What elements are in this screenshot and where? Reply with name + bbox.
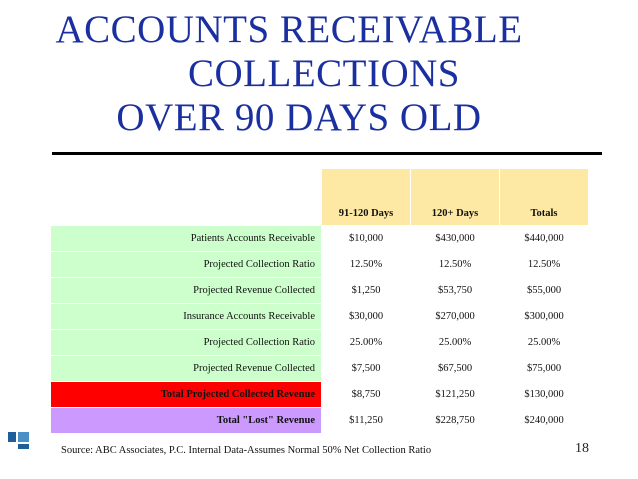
- table-row: [51, 278, 589, 304]
- column-header: Totals: [500, 169, 589, 226]
- table-cell: $8,750: [322, 382, 411, 408]
- table-cell: $67,500: [411, 356, 500, 382]
- table-cell: $53,750: [411, 278, 500, 304]
- receivables-table: [50, 168, 589, 434]
- table-cell: $10,000: [322, 226, 411, 252]
- table-cell: $430,000: [411, 226, 500, 252]
- row-label: Projected Revenue Collected: [51, 356, 322, 382]
- table-cell: $300,000: [500, 304, 589, 330]
- header-blank-cell: [51, 169, 322, 226]
- table-row-total-lost: [51, 408, 589, 434]
- table-row-total-collected: [51, 382, 589, 408]
- row-label: Projected Collection Ratio: [51, 252, 322, 278]
- table-cell: 25.00%: [322, 330, 411, 356]
- title-line-3: OVER 90 DAYS OLD: [116, 96, 482, 139]
- table-header-row: [51, 169, 589, 226]
- row-label: Patients Accounts Receivable: [51, 226, 322, 252]
- page-number: 18: [575, 441, 589, 456]
- table-cell: $228,750: [411, 408, 500, 434]
- table-cell: $11,250: [322, 408, 411, 434]
- table-cell: $1,250: [322, 278, 411, 304]
- title-line-1: ACCOUNTS RECEIVABLE: [55, 8, 523, 51]
- table-row: [51, 304, 589, 330]
- row-label: Insurance Accounts Receivable: [51, 304, 322, 330]
- table-cell: 12.50%: [500, 252, 589, 278]
- row-label: Projected Revenue Collected: [51, 278, 322, 304]
- table-row: [51, 356, 589, 382]
- table-cell: 12.50%: [322, 252, 411, 278]
- table-cell: $75,000: [500, 356, 589, 382]
- table-row: [51, 252, 589, 278]
- table-cell: $130,000: [500, 382, 589, 408]
- row-label: Total "Lost" Revenue: [51, 408, 322, 434]
- table-cell: 25.00%: [411, 330, 500, 356]
- table-cell: $240,000: [500, 408, 589, 434]
- row-label: Projected Collection Ratio: [51, 330, 322, 356]
- column-header: 91-120 Days: [322, 169, 411, 226]
- table-cell: $440,000: [500, 226, 589, 252]
- source-note: Source: ABC Associates, P.C. Internal Data-Assumes Normal 50% Net Collection Ratio: [61, 445, 432, 456]
- slide-title: [0, 8, 638, 140]
- column-header: 120+ Days: [411, 169, 500, 226]
- table-cell: 12.50%: [411, 252, 500, 278]
- row-label: Total Projected Collected Revenue: [51, 382, 322, 408]
- table-cell: 25.00%: [500, 330, 589, 356]
- company-logo-icon: [8, 432, 50, 472]
- table-cell: $30,000: [322, 304, 411, 330]
- table-row: [51, 226, 589, 252]
- table-row: [51, 330, 589, 356]
- table-cell: $55,000: [500, 278, 589, 304]
- table-cell: $270,000: [411, 304, 500, 330]
- title-divider: [52, 152, 602, 155]
- title-line-2: COLLECTIONS: [188, 52, 460, 95]
- table-cell: $121,250: [411, 382, 500, 408]
- table-cell: $7,500: [322, 356, 411, 382]
